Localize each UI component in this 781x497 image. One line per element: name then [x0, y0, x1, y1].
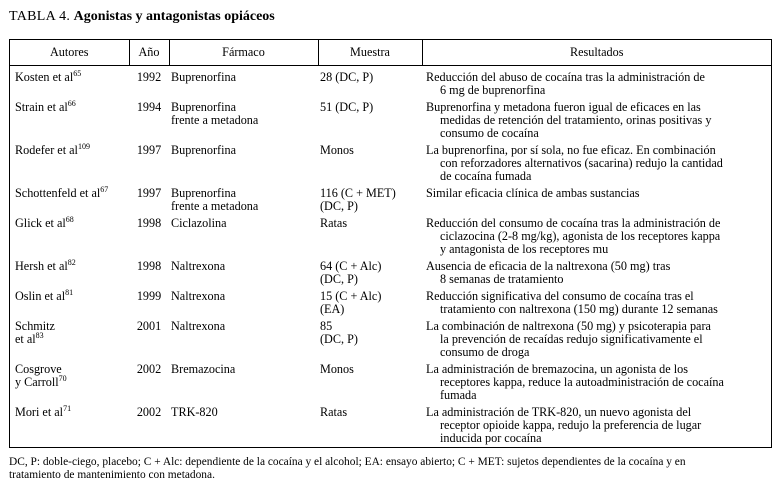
cell-ano	[129, 183, 169, 213]
table-row	[10, 183, 771, 213]
drug-line: Buprenorfina	[171, 100, 236, 114]
author-line: Mori et al	[15, 405, 64, 419]
cell-autores	[10, 286, 129, 316]
reference-number: 82	[67, 258, 76, 267]
result-line: Similar eficacia clínica de ambas sustancias	[426, 186, 640, 200]
header-ano: Año	[129, 40, 169, 66]
table-row	[10, 140, 771, 183]
cell-muestra	[318, 183, 422, 213]
cell-autores	[10, 140, 129, 183]
result-line: Ausencia de eficacia de la naltrexona (50 mg) tras	[426, 259, 671, 273]
sample-line: Ratas	[320, 405, 348, 419]
sample-line: 116 (C + MET)	[320, 186, 396, 200]
cell-resultados	[422, 256, 771, 286]
header-farmaco: Fármaco	[169, 40, 318, 66]
author-line: Rodefer et al	[15, 143, 78, 157]
cell-muestra	[318, 316, 422, 359]
table-row	[10, 316, 771, 359]
cell-ano	[129, 66, 169, 98]
result-line: Reducción del abuso de cocaína tras la administración de	[426, 70, 705, 84]
year: 2001	[136, 319, 162, 333]
cell-resultados	[422, 316, 771, 359]
cell-farmaco	[169, 97, 318, 140]
table-body	[10, 66, 771, 446]
data-table	[10, 40, 771, 445]
drug-line: Naltrexona	[171, 289, 226, 303]
cell-farmaco	[169, 140, 318, 183]
reference-number: 65	[73, 69, 82, 78]
cell-ano	[129, 213, 169, 256]
table-row	[10, 402, 771, 445]
year: 2002	[136, 362, 162, 376]
table-footnote	[9, 456, 779, 481]
result-line: La administración de TRK-820, un nuevo agonista del	[426, 405, 692, 419]
cell-muestra	[318, 140, 422, 183]
cell-ano	[129, 97, 169, 140]
cell-autores	[10, 66, 129, 98]
cell-farmaco	[169, 66, 318, 98]
drug-line: TRK-820	[171, 405, 218, 419]
drug-line: frente a metadona	[171, 113, 259, 127]
cell-farmaco	[169, 213, 318, 256]
cell-ano	[129, 256, 169, 286]
drug-line: Bremazocina	[171, 362, 236, 376]
cell-resultados	[422, 286, 771, 316]
table-title	[9, 9, 275, 25]
reference-number: 70	[58, 374, 67, 383]
drug-line: Buprenorfina	[171, 70, 236, 84]
cell-resultados	[422, 97, 771, 140]
table-number: TABLA 4.	[9, 9, 71, 24]
cell-muestra	[318, 256, 422, 286]
cell-muestra	[318, 97, 422, 140]
drug-line: Buprenorfina	[171, 143, 236, 157]
table-frame	[9, 39, 772, 448]
result-line: fumada	[440, 388, 477, 402]
result-line: 6 mg de buprenorfina	[440, 83, 546, 97]
drug-line: Ciclazolina	[171, 216, 227, 230]
cell-ano	[129, 316, 169, 359]
author-line: Hersh et al	[15, 259, 68, 273]
cell-farmaco	[169, 402, 318, 445]
result-line: con reforzadores alternativos (sacarina) redujo la cantidad	[440, 156, 723, 170]
sample-line: 28 (DC, P)	[320, 70, 374, 84]
cell-resultados	[422, 140, 771, 183]
cell-autores	[10, 359, 129, 402]
table-header-row	[10, 40, 771, 66]
result-line: La combinación de naltrexona (50 mg) y psicoterapia para	[426, 319, 711, 333]
result-line: tratamiento con naltrexona (150 mg) durante 12 semanas	[440, 302, 718, 316]
table-row	[10, 97, 771, 140]
sample-line: 15 (C + Alc)	[320, 289, 382, 303]
header-muestra: Muestra	[318, 40, 422, 66]
sample-line: Monos	[320, 362, 354, 376]
result-line: receptor opioide kappa, redujo la preferencia de lugar	[440, 418, 702, 432]
footnote-line: DC, P: doble-ciego, placebo; C + Alc: dependiente de la cocaína y el alcohol; EA: ensayo abierto; C + MET: sujetos dependientes de la cocaína y en	[9, 456, 686, 468]
year: 1998	[136, 216, 162, 230]
sample-line: 85	[320, 319, 333, 333]
cell-resultados	[422, 66, 771, 98]
sample-line: Monos	[320, 143, 354, 157]
result-line: ciclazocina (2-8 mg/kg), agonista de los receptores kappa	[440, 229, 721, 243]
cell-farmaco	[169, 316, 318, 359]
author-line: Schmitz	[15, 319, 55, 333]
result-line: Reducción del consumo de cocaína tras la administración de	[426, 216, 721, 230]
header-resultados: Resultados	[422, 40, 771, 66]
cell-autores	[10, 256, 129, 286]
reference-number: 71	[63, 404, 72, 413]
drug-line: frente a metadona	[171, 199, 259, 213]
result-line: Buprenorfina y metadona fueron igual de eficaces en las	[426, 100, 701, 114]
result-line: La administración de bremazocina, un agonista de los	[426, 362, 688, 376]
cell-ano	[129, 286, 169, 316]
cell-farmaco	[169, 359, 318, 402]
cell-autores	[10, 183, 129, 213]
reference-number: 66	[67, 99, 76, 108]
sample-line: (EA)	[320, 302, 345, 316]
table-row	[10, 256, 771, 286]
cell-muestra	[318, 66, 422, 98]
reference-number: 109	[77, 142, 90, 151]
author-line: Schottenfeld et al	[15, 186, 101, 200]
result-line: Reducción significativa del consumo de cocaína tras el	[426, 289, 694, 303]
result-line: consumo de cocaína	[440, 126, 539, 140]
author-line: Kosten et al	[15, 70, 74, 84]
reference-number: 67	[100, 185, 109, 194]
author-line: Glick et al	[15, 216, 66, 230]
year: 1999	[136, 289, 162, 303]
cell-autores	[10, 316, 129, 359]
cell-ano	[129, 140, 169, 183]
result-line: de cocaína fumada	[440, 169, 532, 183]
cell-farmaco	[169, 183, 318, 213]
result-line: La buprenorfina, por sí sola, no fue eficaz. En combinación	[426, 143, 716, 157]
year: 1998	[136, 259, 162, 273]
author-line: y Carroll	[15, 375, 59, 389]
table-row	[10, 359, 771, 402]
author-line: et al	[15, 332, 36, 346]
cell-resultados	[422, 402, 771, 445]
cell-resultados	[422, 213, 771, 256]
author-line: Cosgrove	[15, 362, 62, 376]
result-line: y antagonista de los receptores mu	[440, 242, 609, 256]
table-row	[10, 213, 771, 256]
cell-muestra	[318, 286, 422, 316]
year: 1994	[136, 100, 162, 114]
sample-line: 51 (DC, P)	[320, 100, 374, 114]
reference-number: 68	[65, 215, 74, 224]
cell-autores	[10, 97, 129, 140]
author-line: Oslin et al	[15, 289, 66, 303]
year: 1997	[136, 186, 162, 200]
header-autores: Autores	[10, 40, 129, 66]
sample-line: Ratas	[320, 216, 348, 230]
year: 1992	[136, 70, 162, 84]
drug-line: Naltrexona	[171, 259, 226, 273]
author-line: Strain et al	[15, 100, 68, 114]
result-line: inducida por cocaína	[440, 431, 542, 445]
table-row	[10, 66, 771, 98]
cell-autores	[10, 213, 129, 256]
drug-line: Buprenorfina	[171, 186, 236, 200]
cell-ano	[129, 402, 169, 445]
table-heading: Agonistas y antagonistas opiáceos	[73, 9, 275, 24]
reference-number: 83	[35, 331, 44, 340]
year: 1997	[136, 143, 162, 157]
result-line: receptores kappa, reduce la autoadministración de cocaína	[440, 375, 724, 389]
cell-muestra	[318, 359, 422, 402]
year: 2002	[136, 405, 162, 419]
sample-line: 64 (C + Alc)	[320, 259, 382, 273]
sample-line: (DC, P)	[320, 199, 358, 213]
reference-number: 81	[65, 288, 74, 297]
cell-farmaco	[169, 256, 318, 286]
table-row	[10, 286, 771, 316]
result-line: consumo de droga	[440, 345, 530, 359]
cell-resultados	[422, 183, 771, 213]
result-line: la prevención de recaídas redujo significativamente el	[440, 332, 703, 346]
cell-muestra	[318, 213, 422, 256]
sample-line: (DC, P)	[320, 332, 358, 346]
footnote-line: tratamiento de mantenimiento con metadona.	[9, 468, 215, 481]
cell-resultados	[422, 359, 771, 402]
result-line: medidas de retención del tratamiento, orinas positivas y	[440, 113, 712, 127]
cell-ano	[129, 359, 169, 402]
cell-farmaco	[169, 286, 318, 316]
result-line: 8 semanas de tratamiento	[440, 272, 564, 286]
drug-line: Naltrexona	[171, 319, 226, 333]
cell-muestra	[318, 402, 422, 445]
sample-line: (DC, P)	[320, 272, 358, 286]
cell-autores	[10, 402, 129, 445]
